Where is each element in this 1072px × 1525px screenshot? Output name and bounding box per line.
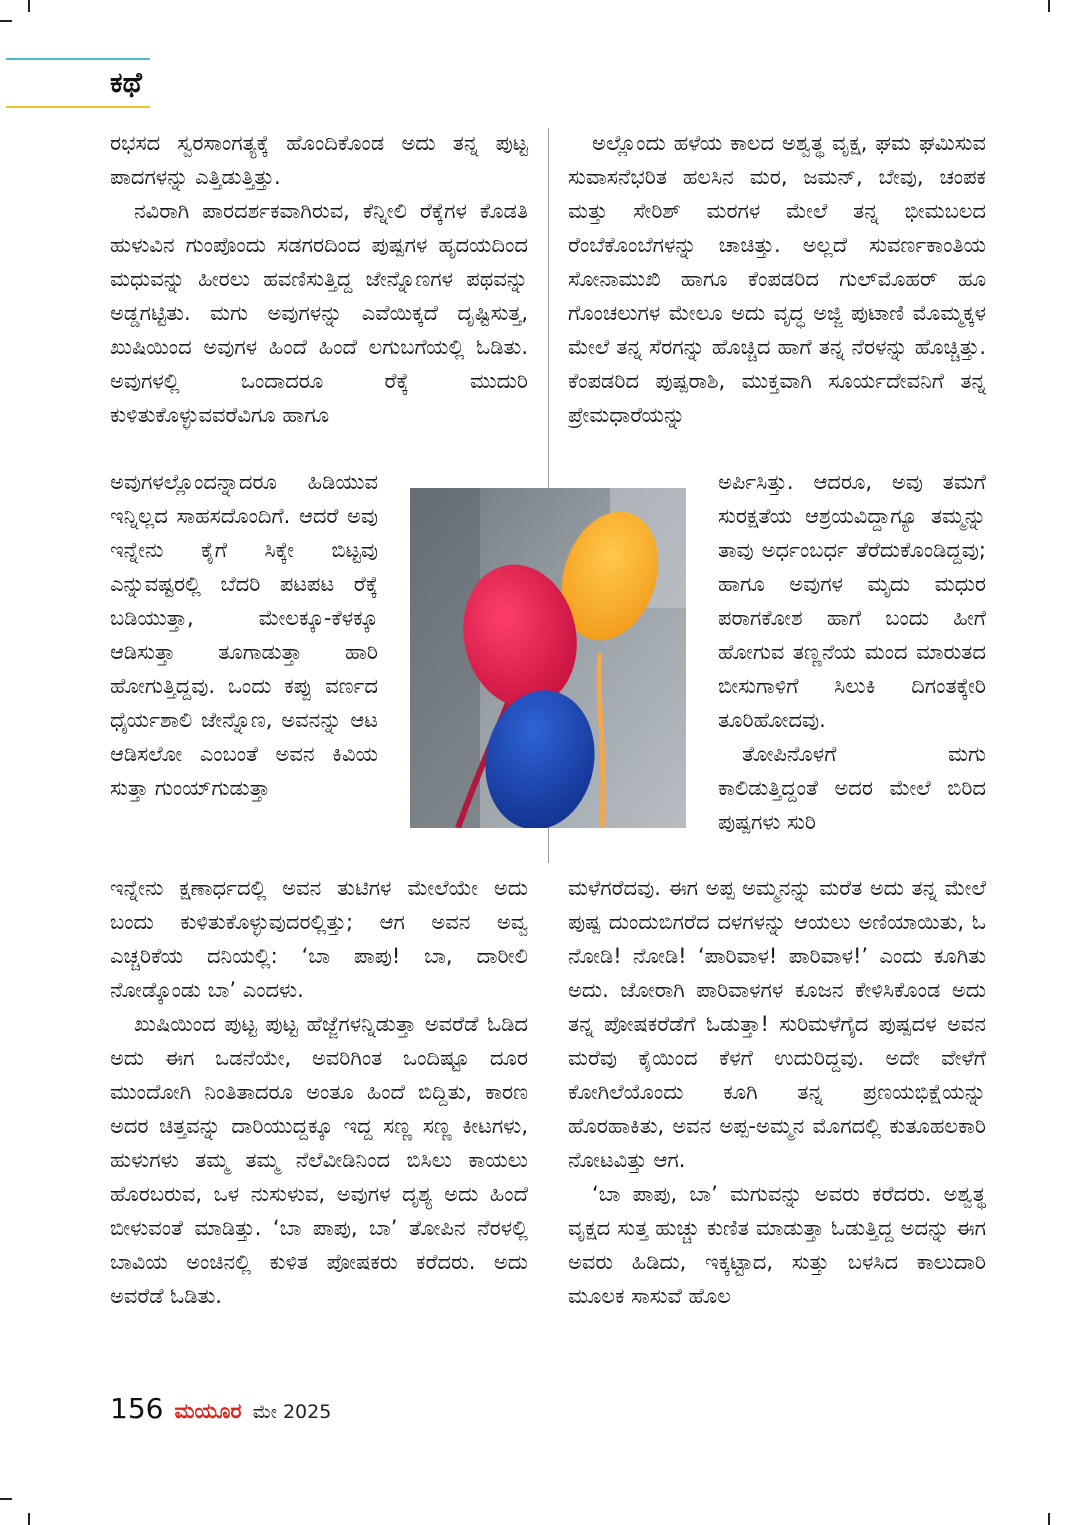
issue-date: ಮೇ 2025 — [252, 1401, 332, 1423]
crop-mark — [0, 1498, 12, 1500]
paragraph: ಇನ್ನೇನು ಕ್ಷಣಾರ್ಧದಲ್ಲಿ ಅವನ ತುಟಿಗಳ ಮೇಲೆಯೇ ಅದು ಬಂದು ಕುಳಿತುಕೊಳ್ಳುವುದರಲ್ಲಿತ್ತು; ಆಗ ಅವನ ಅವ್ವ ಎಚ್ಚರಿಕೆಯ ದನಿಯಲ್ಲಿ: ‘ಬಾ ಪಾಪು! ಬಾ, ದಾರೀಲಿ ನೋಡ್ಕೊಂಡು ಬಾ’ ಎಂದಳು. — [110, 876, 528, 1002]
header-rule-yellow — [6, 106, 150, 108]
header-rule-cyan — [6, 58, 150, 60]
paragraph: ತೋಪಿನೊಳಗೆ ಮಗು ಕಾಲಿಡುತ್ತಿದ್ದಂತೆ ಅದರ ಮೇಲೆ ಬಿರಿದ ಪುಷ್ಪಗಳು ಸುರಿ — [718, 742, 986, 834]
crop-mark — [1048, 1513, 1050, 1525]
paragraph: ‘ಬಾ ಪಾಪು, ಬಾ’ ಮಗುವನ್ನು ಅವರು ಕರೆದರು. ಅಶ್ವತ್ಥ ವೃಕ್ಷದ ಸುತ್ತ ಹುಚ್ಚು ಕುಣಿತ ಮಾಡುತ್ತಾ ಓಡುತ್ತಿದ್ದ ಅದನ್ನು ಈಗ ಅವರು ಹಿಡಿದು, ಇಕ್ಕಟ್ಟಾದ, ಸುತ್ತು ಬಳಸಿದ ಕಾಲುದಾರಿ ಮೂಲಕ ಸಾಸುವೆ ಹೊಲ — [568, 1182, 986, 1308]
page-footer — [110, 1392, 331, 1432]
page-number: 156 — [110, 1392, 164, 1425]
magazine-brand: ಮಯೂರ — [174, 1399, 242, 1423]
right-column-wrap — [718, 465, 986, 839]
left-column-top — [110, 126, 528, 432]
paragraph: ಮಳೆಗರೆದವು. ಈಗ ಅಪ್ಪ ಅಮ್ಮನನ್ನು ಮರೆತ ಅದು ತನ್ನ ಮೇಲೆ ಪುಷ್ಪ ದುಂದುಬಿಗರೆದ ದಳಗಳನ್ನು ಆಯಲು ಅಣಿಯಾಯಿತು, ಓ ನೋಡಿ! ನೋಡಿ! ‘ಪಾರಿವಾಳ! ಪಾರಿವಾಳ!’ ಎಂದು ಕೂಗಿತು ಅದು. ಜೋರಾಗಿ ಪಾರಿವಾಳಗಳ ಕೂಜನ ಕೇಳಿಸಿಕೊಂಡ ಅದು ತನ್ನ ಪೋಷಕರೆಡೆಗೆ ಓಡುತ್ತಾ! ಸುರಿಮಳೆಗೈದ ಪುಷ್ಪದಳ ಅವನ ಮರೆವು ಕೈಯಿಂದ ಕೆಳಗೆ ಉದುರಿದ್ದವು. ಅದೇ ವೇಳೆಗೆ ಕೋಗಿಲೆಯೊಂದು ಕೂಗಿ ತನ್ನ ಪ್ರಣಯಭಿಕ್ಷೆಯನ್ನು ಹೊರಹಾಕಿತು, ಅವನ ಅಪ್ಪ-ಅಮ್ಮನ ಮೊಗದಲ್ಲಿ ಕುತೂಹಲಕಾರಿ ನೋಟವಿತ್ತು ಆಗ. — [568, 876, 986, 1172]
paragraph: ಖುಷಿಯಿಂದ ಪುಟ್ಟ ಪುಟ್ಟ ಹೆಜ್ಜೆಗಳನ್ನಿಡುತ್ತಾ ಅವರೆಡೆ ಓಡಿದ ಅದು ಈಗ ಒಡನೆಯೇ, ಅವರಿಗಿಂತ ಒಂದಿಷ್ಟೂ ದೂರ ಮುಂದೋಗಿ ನಿಂತಿತಾದರೂ ಅಂತೂ ಹಿಂದೆ ಬಿದ್ದಿತು, ಕಾರಣ ಅದರ ಚಿತ್ತವನ್ನು ದಾರಿಯುದ್ದಕ್ಕೂ ಇದ್ದ ಸಣ್ಣ ಸಣ್ಣ ಕೀಟಗಳು, ಹುಳುಗಳು ತಮ್ಮ ತಮ್ಮ ನೆಲೆವೀಡಿನಿಂದ ಬಿಸಿಲು ಕಾಯಲು ಹೊರಬರುವ, ಒಳ ನುಸುಳುವ, ಅವುಗಳ ದೃಶ್ಯ ಅದು ಹಿಂದೆ ಬೀಳುವಂತೆ ಮಾಡಿತ್ತು. ‘ಬಾ ಪಾಪು, ಬಾ’ ತೋಪಿನ ನೆರಳಲ್ಲಿ ಬಾವಿಯ ಅಂಚಿನಲ್ಲಿ ಕುಳಿತ ಪೋಷಕರು ಕರೆದರು. ಅದು ಅವರೆಡೆ ಓಡಿತು. — [110, 1012, 528, 1308]
paragraph: ನವಿರಾಗಿ ಪಾರದರ್ಶಕವಾಗಿರುವ, ಕೆನ್ನೀಲಿ ರೆಕ್ಕೆಗಳ ಕೊಡತಿ ಹುಳುವಿನ ಗುಂಪೊಂದು ಸಡಗರದಿಂದ ಪುಷ್ಪಗಳ ಹೃದಯದಿಂದ ಮಧುವನ್ನು ಹೀರಲು ಹವಣಿಸುತ್ತಿದ್ದ ಜೇನ್ನೊಣಗಳ ಪಥವನ್ನು ಅಡ್ಡಗಟ್ಟಿತು. ಮಗು ಅವುಗಳನ್ನು ಎವೆಯಿಕ್ಕದೆ ದೃಷ್ಟಿಸುತ್ತ, ಖುಷಿಯಿಂದ ಅವುಗಳ ಹಿಂದೆ ಹಿಂದೆ ಲಗುಬಗೆಯಲ್ಲಿ ಓಡಿತು. ಅವುಗಳಲ್ಲಿ ಒಂದಾದರೂ ರೆಕ್ಕೆ ಮುದುರಿ ಕುಳಿತುಕೊಳ್ಳುವವರೆವಿಗೂ ಹಾಗೂ — [110, 199, 528, 427]
balloons-illustration — [410, 488, 686, 828]
paragraph: ಅಲ್ಲೊಂದು ಹಳೆಯ ಕಾಲದ ಅಶ್ವತ್ಥ ವೃಕ್ಷ, ಘಮ ಘಮಿಸುವ ಸುವಾಸನೆಭರಿತ ಹಲಸಿನ ಮರ, ಜಮನ್, ಬೇವು, ಚಂಪಕ ಮತ್ತು ಸೇರಿಶ್ ಮರಗಳ ಮೇಲೆ ತನ್ನ ಭೀಮಬಲದ ರೆಂಬೆಕೊಂಬೆಗಳನ್ನು ಚಾಚಿತ್ತು. ಅಲ್ಲದೆ ಸುವರ್ಣಕಾಂತಿಯ ಸೋನಾಮುಖಿ ಹಾಗೂ ಕೆಂಪಡರಿದ ಗುಲ್‌ಮೊಹರ್ ಹೂ ಗೊಂಚಲುಗಳ ಮೇಲೂ ಅದು ವೃದ್ಧ ಅಜ್ಜಿ ಪುಟಾಣಿ ಮೊಮ್ಮಕ್ಕಳ ಮೇಲೆ ತನ್ನ ಸೆರಗನ್ನು ಹೊಚ್ಚಿದ ಹಾಗೆ ತನ್ನ ನೆರಳನ್ನು ಹೊಚ್ಚಿತ್ತು. ಕೆಂಪಡರಿದ ಪುಷ್ಪರಾಶಿ, ಮುಕ್ತವಾಗಿ ಸೂರ್ಯದೇವನಿಗೆ ತನ್ನ ಪ್ರೇಮಧಾರೆಯನ್ನು — [568, 131, 986, 427]
paragraph: ಅರ್ಪಿಸಿತ್ತು. ಆದರೂ, ಅವು ತಮಗೆ ಸುರಕ್ಷತೆಯ ಆಶ್ರಯವಿದ್ದಾಗ್ಯೂ ತಮ್ಮನ್ನು ತಾವು ಅರ್ಧಂಬರ್ಧ ತೆರೆದುಕೊಂಡಿದ್ದವು; ಹಾಗೂ ಅವುಗಳ ಮೃದು ಮಧುರ ಪರಾಗಕೋಶ ಹಾಗೆ ಬಂದು ಹೀಗೆ ಹೋಗುವ ತಣ್ಣನೆಯ ಮಂದ ಮಾರುತದ ಬೀಸುಗಾಳಿಗೆ ಸಿಲುಕಿ ದಿಗಂತಕ್ಕೇರಿ ತೂರಿಹೋದವು. — [718, 470, 986, 732]
paragraph: ಅವುಗಳಲ್ಲೊಂದನ್ನಾದರೂ ಹಿಡಿಯುವ ಇನ್ನಿಲ್ಲದ ಸಾಹಸದೊಂದಿಗೆ. ಆದರೆ ಅವು ಇನ್ನೇನು ಕೈಗೆ ಸಿಕ್ಕೇ ಬಿಟ್ಟವು ಎನ್ನುವಷ್ಟರಲ್ಲಿ ಬೆದರಿ ಪಟಪಟ ರೆಕ್ಕೆ ಬಡಿಯುತ್ತಾ, ಮೇಲಕ್ಕೂ-ಕೆಳಕ್ಕೂ ಆಡಿಸುತ್ತಾ ತೂಗಾಡುತ್ತಾ ಹಾರಿ ಹೋಗುತ್ತಿದ್ದವು. ಒಂದು ಕಪ್ಪು ವರ್ಣದ ಧೈರ್ಯಶಾಲಿ ಜೇನ್ನೊಣ, ಅವನನ್ನು ಆಟ ಆಡಿಸಲೋ ಎಂಬಂತೆ ಅವನ ಕಿವಿಯ ಸುತ್ತಾ ಗುಂಯ್‌ಗುಡುತ್ತಾ — [110, 470, 378, 800]
right-column-top — [568, 126, 986, 432]
crop-mark — [0, 20, 12, 22]
crop-mark — [28, 1513, 30, 1525]
left-column-bottom — [110, 871, 528, 1313]
section-label: ಕಥೆ — [110, 66, 142, 99]
paragraph: ರಭಸದ ಸ್ವರಸಾಂಗತ್ಯಕ್ಕೆ ಹೊಂದಿಕೊಂಡ ಅದು ತನ್ನ ಪುಟ್ಟ ಪಾದಗಳನ್ನು ಎತ್ತಿಡುತ್ತಿತ್ತು. — [110, 131, 528, 189]
balloons-image — [410, 488, 686, 828]
section-header — [0, 58, 150, 110]
crop-mark — [1048, 0, 1050, 12]
right-column-bottom — [568, 871, 986, 1313]
left-column-wrap — [110, 465, 378, 805]
crop-mark — [28, 0, 30, 12]
